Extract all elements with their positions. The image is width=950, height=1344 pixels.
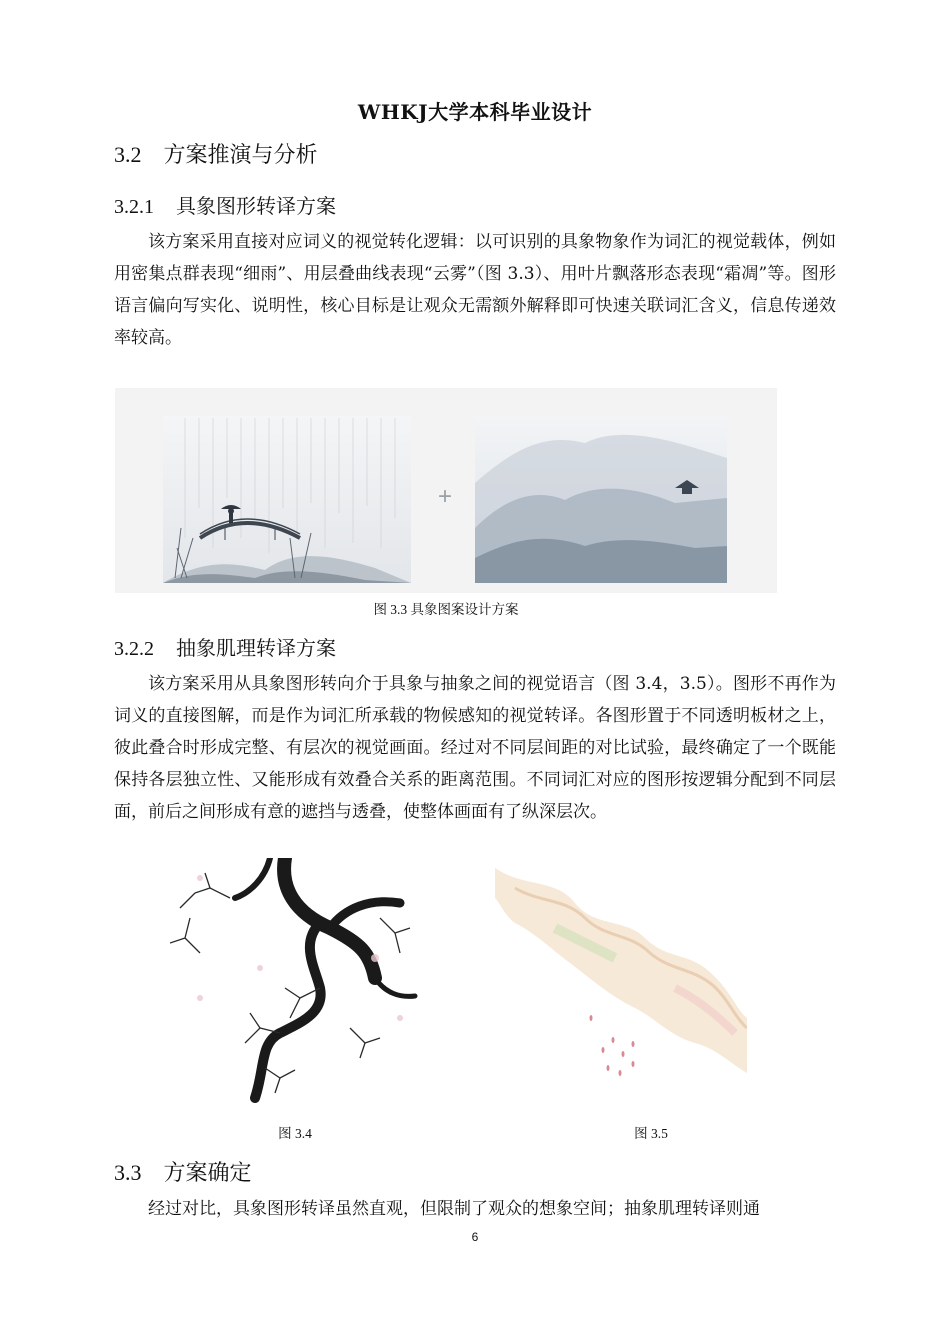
section-heading-3-2-2	[114, 632, 336, 661]
paragraph-concrete-scheme: 该方案采用直接对应词义的视觉转化逻辑：以可识别的具象物象作为词汇的视觉载体，例如用密集点群表现“细雨”、用层叠曲线表现“云雾”（图 3.3）、用叶片飘落形态表现“霜凋”等。图形语言偏向写实化、说明性，核心目标是让观众无需额外解释即可快速关联词汇含义，信息传递效率较高。	[114, 232, 836, 348]
section-heading-3-3	[114, 1156, 252, 1187]
section-heading-3-2	[114, 138, 318, 169]
paragraph-abstract-scheme: 该方案采用从具象图形转向介于具象与抽象之间的视觉语言（图 3.4，3.5）。图形不再作为词义的直接图解，而是作为词汇所承载的物候感知的视觉转译。各图形置于不同透明板材之上，彼此叠合时形成完整、有层次的视觉画面。经过对不同层间距的对比试验，最终确定了一个既能保持各层独立性、又能形成有效叠合关系的距离范围。不同词汇对应的图形按逻辑分配到不同层面，前后之间形成有意的遮挡与透叠，使整体画面有了纵深层次。	[114, 674, 836, 822]
section-number: 3.2.1	[114, 196, 154, 218]
cloud-drops-illustration	[495, 858, 747, 1090]
figure-3-4-caption: 图 3.4	[278, 1126, 312, 1141]
misty-mountains-panel	[475, 416, 727, 583]
ink-branch-illustration	[170, 858, 420, 1103]
running-header: WHKJ大学本科毕业设计	[357, 100, 593, 124]
figure-3-3	[115, 388, 777, 593]
page-number: 6	[471, 1230, 479, 1244]
section-number: 3.2	[114, 142, 142, 167]
section-number: 3.3	[114, 1160, 142, 1185]
rain-bridge-panel	[163, 416, 411, 583]
section-title: 方案推演与分析	[163, 143, 318, 168]
section-title: 抽象肌理转译方案	[176, 636, 336, 660]
figure-3-4	[170, 858, 420, 1103]
plus-sign: +	[437, 483, 453, 510]
figure-3-5-caption: 图 3.5	[634, 1126, 668, 1141]
figure-3-3-caption: 图 3.3 具象图案设计方案	[373, 602, 519, 617]
section-number: 3.2.2	[114, 638, 154, 660]
figure-3-3-illustration	[115, 388, 777, 593]
paragraph-scheme-decision: 经过对比，具象图形转译虽然直观，但限制了观众的想象空间；抽象肌理转译则通	[148, 1199, 760, 1219]
section-title: 方案确定	[163, 1161, 252, 1186]
figure-3-5	[495, 858, 747, 1090]
section-heading-3-2-1	[114, 190, 336, 219]
section-title: 具象图形转译方案	[176, 194, 336, 218]
